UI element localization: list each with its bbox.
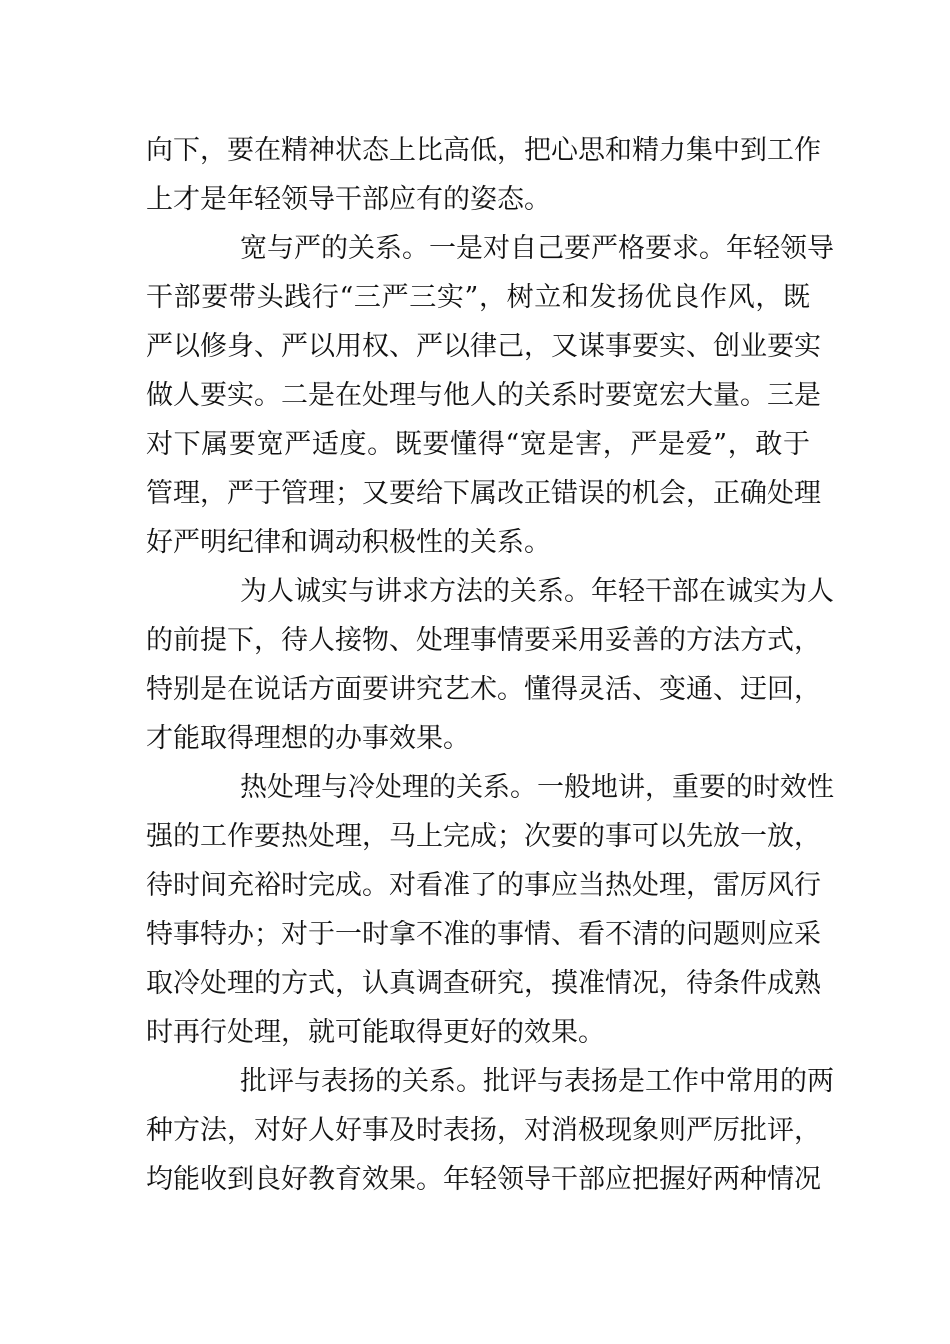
text-line: 特事特办；对于一时拿不准的事情、看不清的问题则应采 [146, 919, 821, 950]
text-line: 管理，严于管理；又要给下属改正错误的机会，正确处理 [146, 478, 821, 509]
body-text [146, 126, 834, 1204]
text-line: 才能取得理想的办事效果。 [146, 723, 470, 754]
paragraph-start-line: 宽与严的关系。一是对自己要严格要求。年轻领导 [240, 233, 834, 264]
text-line: 好严明纪律和调动积极性的关系。 [146, 527, 551, 558]
text-line: 上才是年轻领导干部应有的姿态。 [146, 184, 551, 215]
paragraph-start-line: 为人诚实与讲求方法的关系。年轻干部在诚实为人 [240, 576, 834, 607]
text-line: 干部要带头践行“三严三实”，树立和发扬优良作风，既 [146, 282, 810, 313]
paragraph-start-line: 热处理与冷处理的关系。一般地讲，重要的时效性 [240, 772, 834, 803]
text-line: 时再行处理，就可能取得更好的效果。 [146, 1017, 605, 1048]
text-line: 强的工作要热处理，马上完成；次要的事可以先放一放， [146, 821, 821, 852]
text-line: 种方法，对好人好事及时表扬，对消极现象则严厉批评， [146, 1115, 821, 1146]
text-line: 均能收到良好教育效果。年轻领导干部应把握好两种情况 [146, 1164, 821, 1195]
paragraph-start-line: 批评与表扬的关系。批评与表扬是工作中常用的两 [240, 1066, 834, 1097]
text-line: 向下，要在精神状态上比高低，把心思和精力集中到工作 [146, 135, 821, 166]
text-line: 待时间充裕时完成。对看准了的事应当热处理，雷厉风行 [146, 870, 821, 901]
text-line: 特别是在说话方面要讲究艺术。懂得灵活、变通、迂回， [146, 674, 821, 705]
text-line: 做人要实。二是在处理与他人的关系时要宽宏大量。三是 [146, 380, 821, 411]
text-line: 的前提下，待人接物、处理事情要采用妥善的方法方式， [146, 625, 821, 656]
text-line: 严以修身、严以用权、严以律己，又谋事要实、创业要实 [146, 331, 821, 362]
text-line: 对下属要宽严适度。既要懂得“宽是害，严是爱”，敢于 [146, 429, 810, 460]
text-line: 取冷处理的方式，认真调查研究，摸准情况，待条件成熟 [146, 968, 821, 999]
